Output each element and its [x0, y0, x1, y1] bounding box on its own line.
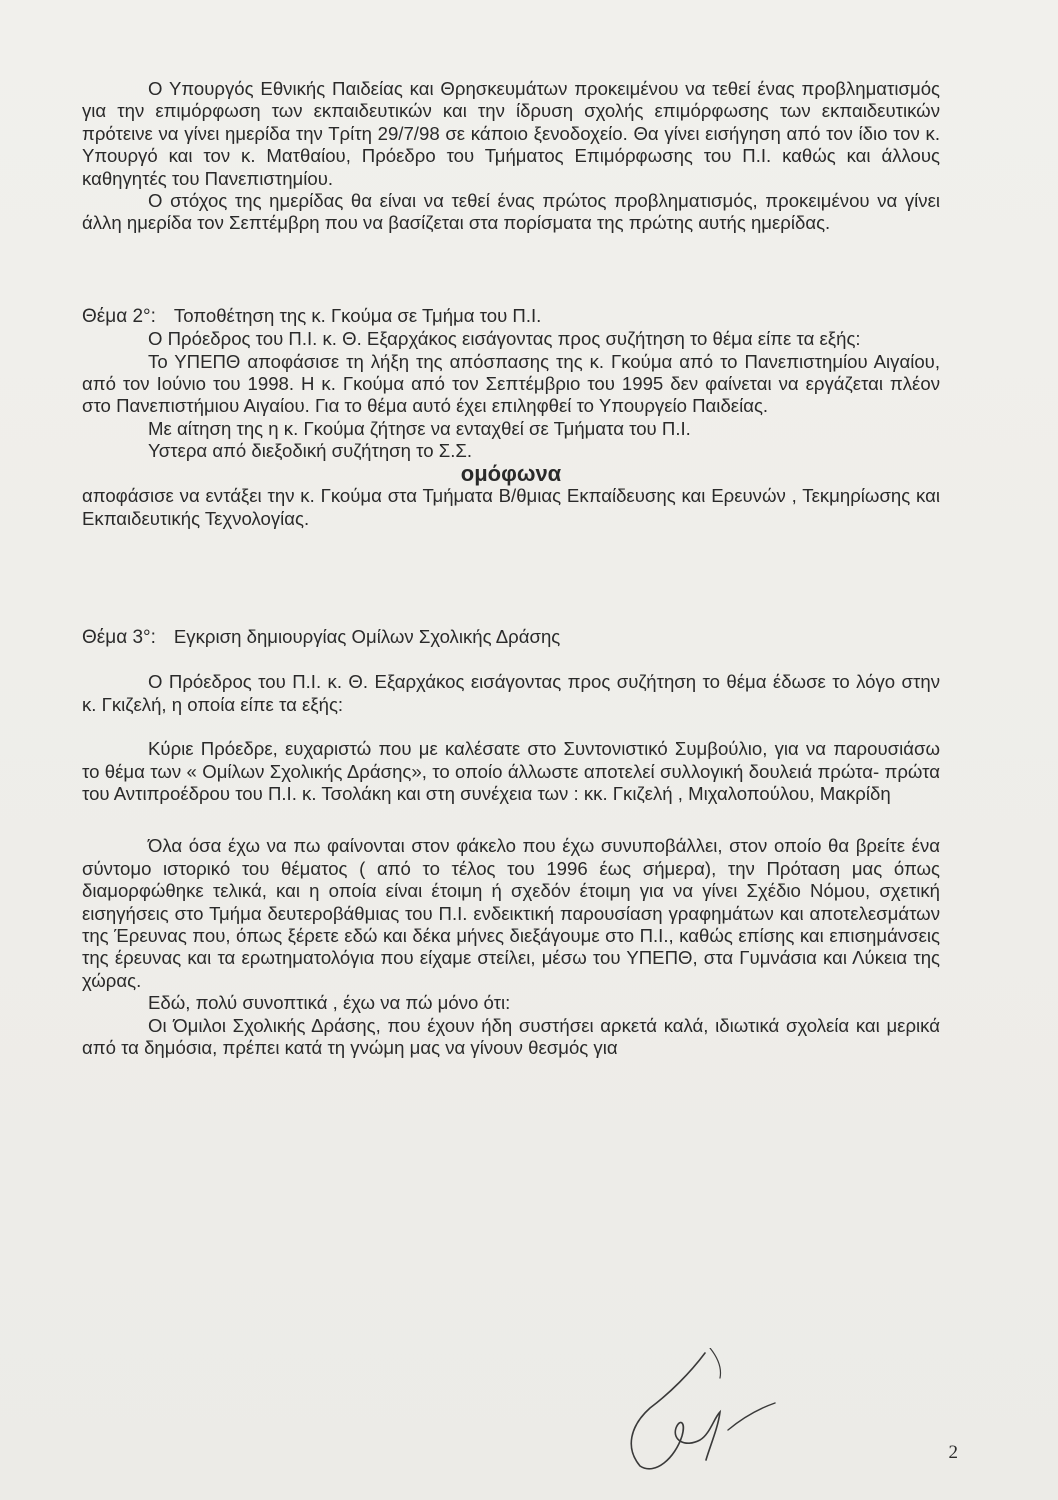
topic-3-label: Θέμα 3°: [82, 626, 156, 648]
handwritten-signature [610, 1348, 790, 1478]
topic-2-heading [82, 305, 940, 328]
topic-3-paragraph-5: Οι Όμιλοι Σχολικής Δράσης, που έχουν ήδη συστήσει αρκετά καλά, ιδιωτικά σχολεία και μερικά από τα δημόσια, πρέπει κατά τη γνώμη μας να γίνουν θεσμός για [82, 1014, 940, 1058]
topic-2-decision: αποφάσισε να εντάξει την κ. Γκούμα στα Τμήματα Β/θμιας Εκπαίδευσης και Ερευνών , Τεκμηρίωσης και Εκπαιδευτικής Τεχνολογίας. [82, 485, 940, 529]
topic-3-title: Εγκριση δημιουργίας Ομίλων Σχολικής Δράσης [173, 625, 561, 647]
intro-paragraph-2: Ο στόχος της ημερίδας θα είναι να τεθεί ένας πρώτος προβληματισμός, προκειμένου να γίνει άλλη ημερίδα τον Σεπτέμβρη που να βασίζεται στα πορίσματα της πρώτης αυτής ημερίδας. [82, 190, 940, 234]
decision-word: ομόφωνα [460, 460, 562, 486]
topic-2-paragraph-1: Ο Πρόεδρος του Π.Ι. κ. Θ. Εξαρχάκος εισάγοντας προς συζήτηση το θέμα είπε τα εξής: [148, 328, 861, 350]
topic-3-paragraph-1: Ο Πρόεδρος του Π.Ι. κ. Θ. Εξαρχάκος εισάγοντας προς συζήτηση το θέμα έδωσε το λόγο στην κ. Γκιζελή, η οποία είπε τα εξής: [82, 671, 940, 715]
topic-2-label: Θέμα 2°: [82, 305, 156, 327]
page-number: 2 [948, 1442, 958, 1463]
topic-3-heading [82, 626, 940, 649]
topic-3-paragraph-4: Εδώ, πολύ συνοπτικά , έχω να πώ μόνο ότι: [148, 992, 511, 1014]
topic-2-paragraph-3: Με αίτηση της η κ. Γκούμα ζήτησε να ενταχθεί σε Τμήματα του Π.Ι. [148, 417, 691, 439]
topic-3-paragraph-2: Κύριε Πρόεδρε, ευχαριστώ που με καλέσατε στο Συντονιστικό Συμβούλιο, για να παρουσιάσω το θέμα των « Ομίλων Σχολικής Δράσης», το οποίο άλλωστε αποτελεί συλλογική δουλειά πρώτα- πρώτα του Αντιπροέδρου του Π.Ι. κ. Τσολάκη και στη συνέχεια των : κκ. Γκιζελή , Μιχαλοπούλου, Μακρίδη [82, 738, 940, 804]
intro-paragraph-1: Ο Υπουργός Εθνικής Παιδείας και Θρησκευμάτων προκειμένου να τεθεί ένας προβληματισμός για την επιμόρφωση των εκπαιδευτικών και την ίδρυση σχολής επιμόρφωσης των εκπαιδευτικών πρότεινε να γίνει ημερίδα την Τρίτη 29/7/98 σε κάποιο ξενοδοχείο. Θα γίνει εισήγηση από τον ίδιο τον κ. Υπουργό και τον κ. Ματθαίου, Πρόεδρο του Τμήματος Επιμόρφωσης του Π.Ι. καθώς και άλλους καθηγητές του Πανεπιστημίου. [82, 78, 940, 189]
body-text [82, 78, 940, 1059]
topic-3-paragraph-3: Όλα όσα έχω να πω φαίνονται στον φάκελο που έχω συνυποβάλλει, στον οποίο θα βρείτε ένα σύντομο ιστορικό του θέματος ( από το τέλος του 1996 έως σήμερα), την Πρόταση μας όπως διαμορφώθηκε τελικά, και η οποία είναι έτοιμη ή σχεδόν έτοιμη για να γίνει Σχέδιο Νόμου, σχετική εισηγήσεις στο Τμήμα δευτεροβάθμιας του Π.Ι. ενδεικτική παρουσίαση γραφημάτων και αποτελεσμάτων της Έρευνας που, όπως ξέρετε εδώ και δέκα μήνες διεξάγουμε στο Π.Ι., καθώς επίσης και επισημάνσεις της έρευνας και τα ερωτηματολόγια που είχαμε στείλει, μέσω του ΥΠΕΠΘ, στα Γυμνάσια και Λύκεια της χώρας. [82, 835, 940, 991]
topic-2-paragraph-2: Το ΥΠΕΠΘ αποφάσισε τη λήξη της απόσπασης της κ. Γκούμα από το Πανεπιστημίου Αιγαίου, από τον Ιούνιο του 1998. Η κ. Γκούμα από τον Σεπτέμβριο του 1995 δεν φαίνεται να εργάζεται πλέον στο Πανεπιστήμιου Αιγαίου. Για το θέμα αυτό έχει επιληφθεί το Υπουργείο Παιδείας. [82, 350, 940, 417]
topic-2-title: Τοποθέτηση της κ. Γκούμα σε Τμήμα του Π.Ι. [173, 304, 542, 326]
topic-2-paragraph-4: Υστερα από διεξοδική συζήτηση το Σ.Σ. [148, 440, 473, 462]
